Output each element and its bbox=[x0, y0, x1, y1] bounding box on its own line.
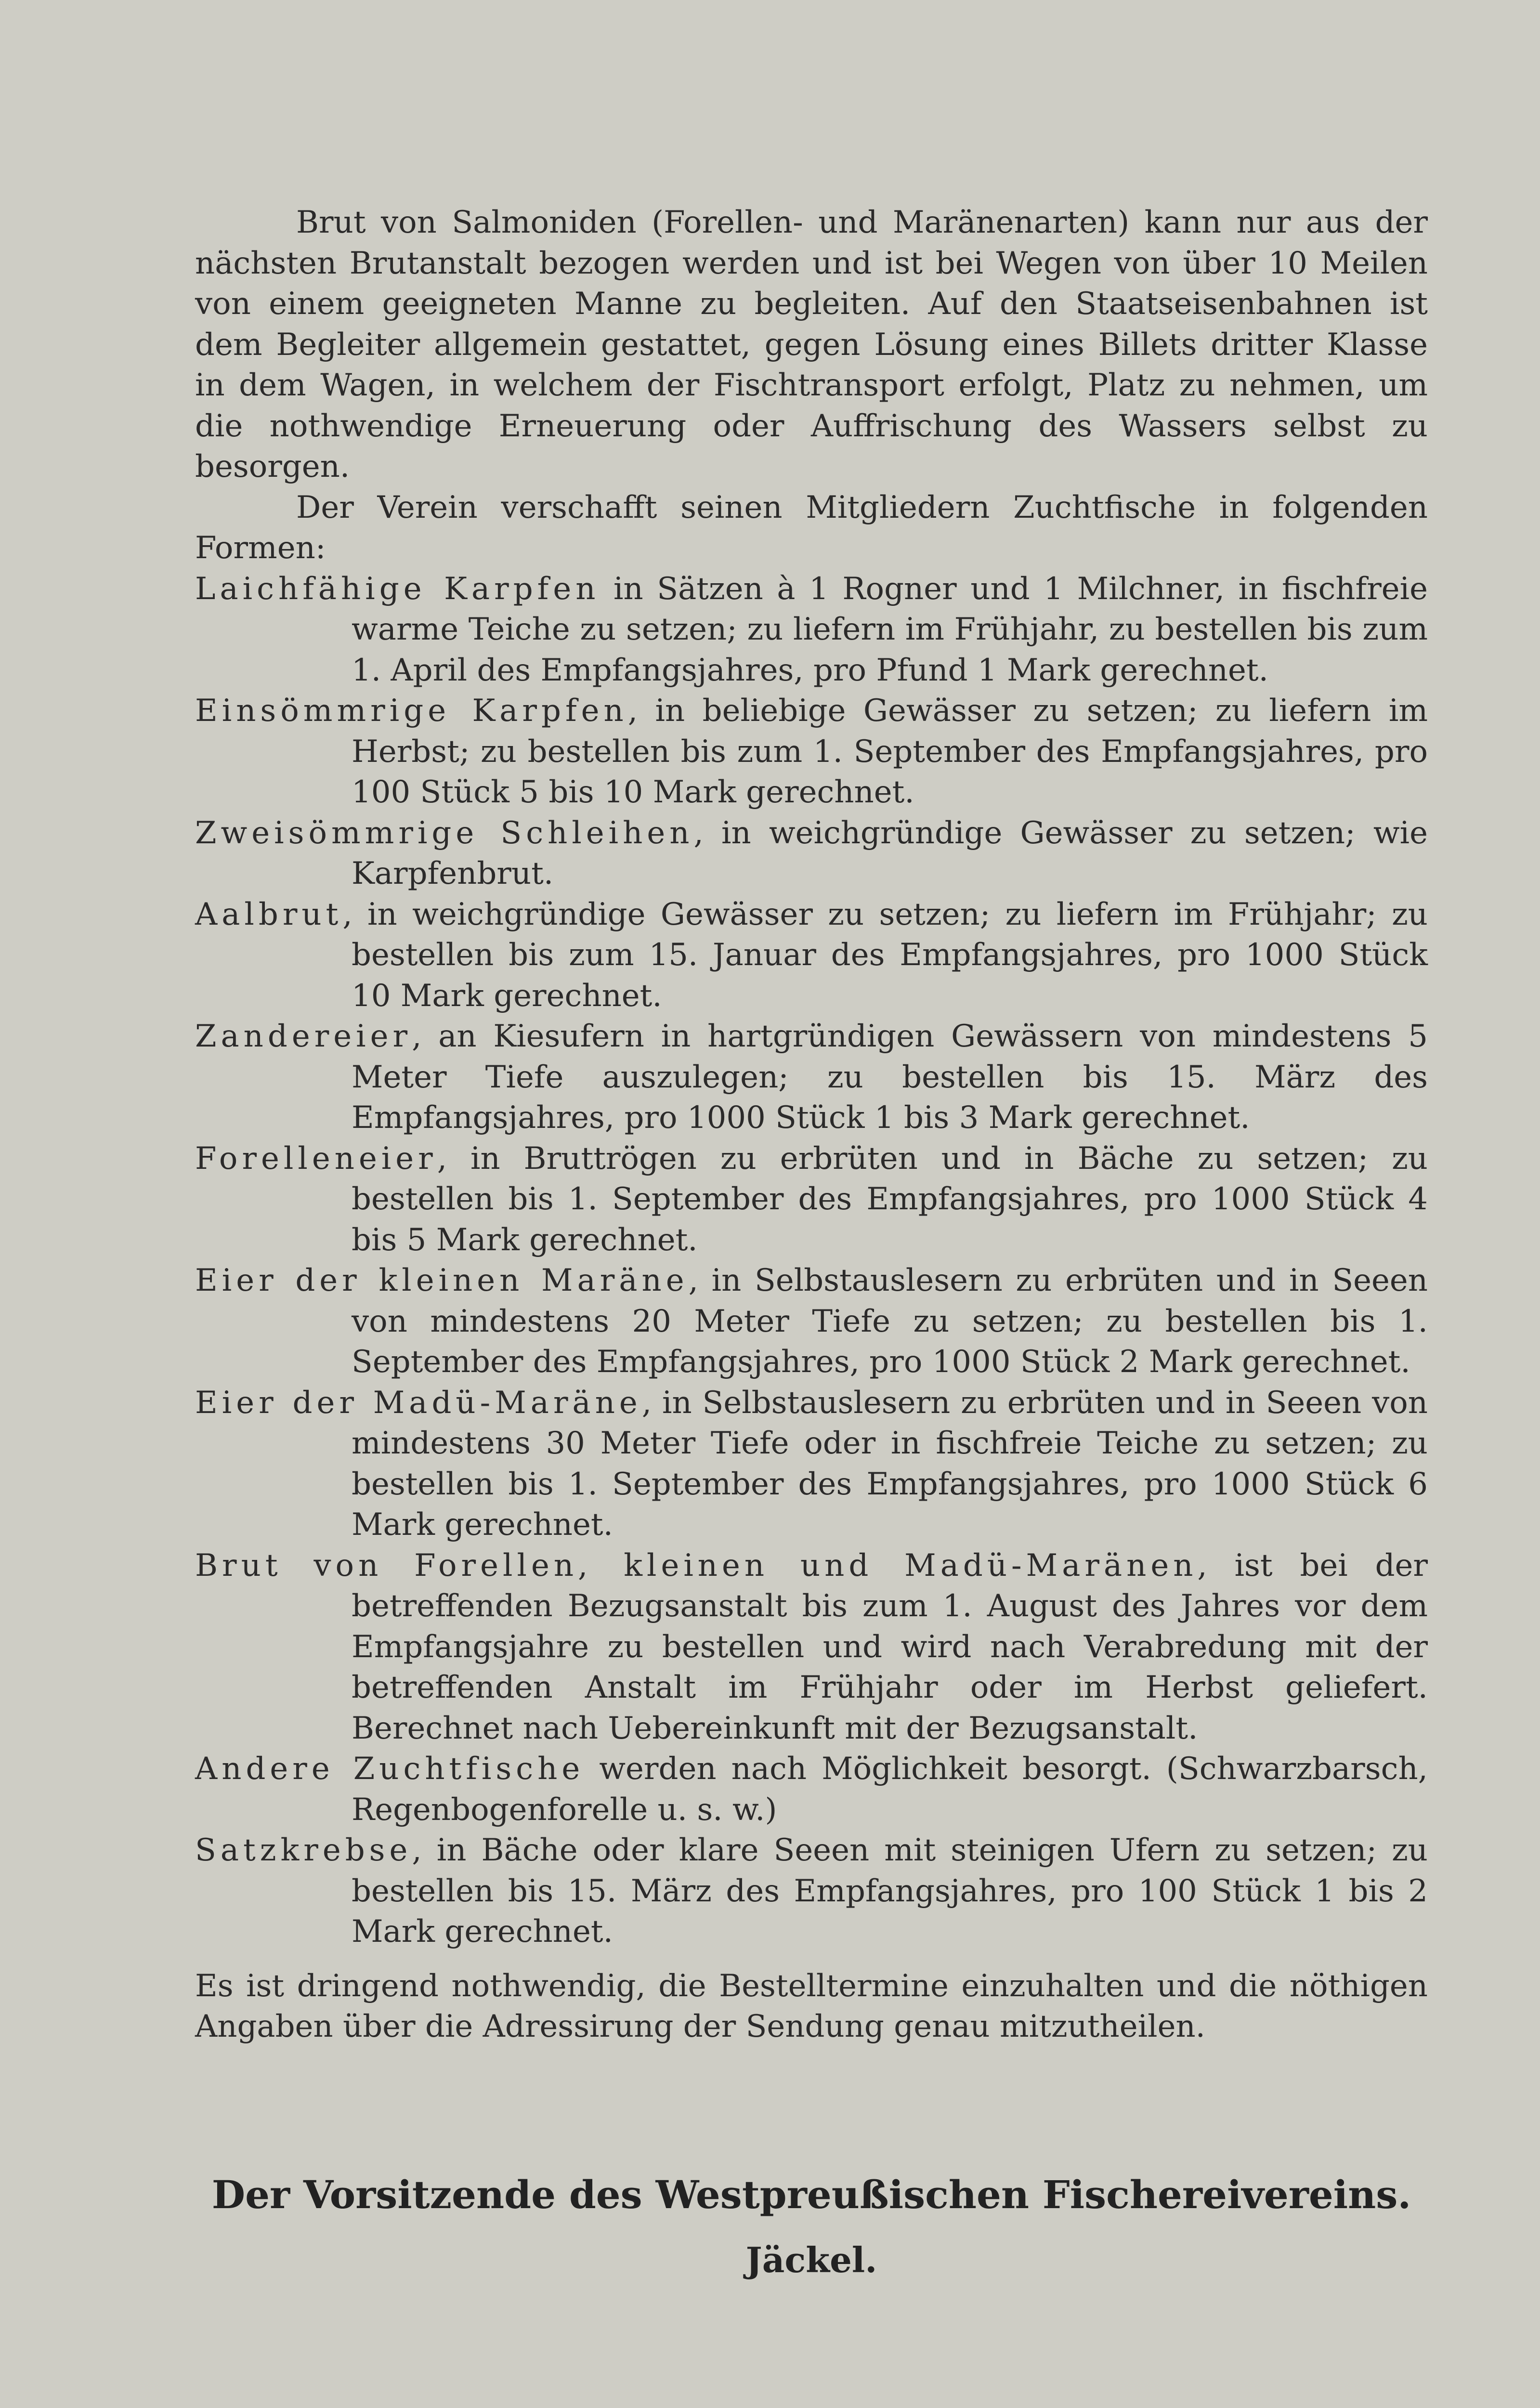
intro-paragraph-forms: Der Verein verschafft seinen Mitgliedern Zuchtfische in folgenden Formen: bbox=[195, 489, 1428, 566]
signature-line: Der Vorsitzende des Westpreußischen Fischereivereins. bbox=[211, 2172, 1411, 2217]
entry-text: , in Selbstauslesern zu erbrüten und in Seeen von mindestens 20 Meter Tiefe zu setzen; zu bestellen bis 1. September des Empfangsjahres, pro 1000 Stück 2 Mark gerechnet. bbox=[352, 1263, 1428, 1380]
entry-text: , in Selbstauslesern zu erbrüten und in Seeen von mindestens 30 Meter Tiefe oder in fischfreie Teiche zu setzen; zu bestellen bis 1. September des Empfangsjahres, pro 1000 Stück 6 Mark gerechnet. bbox=[352, 1385, 1428, 1543]
entry-text: , in beliebige Gewässer zu setzen; zu liefern im Herbst; zu bestellen bis zum 1. September des Empfangsjahres, pro 100 Stück 5 bis 10 Mark gerechnet. bbox=[352, 693, 1428, 810]
entry-text: , in Bäche oder klare Seeen mit steinigen Ufern zu setzen; zu bestellen bis 15. März des Empfangsjahres, pro 100 Stück 1 bis 2 Mark gerechnet. bbox=[352, 1832, 1428, 1950]
entry-text: werden nach Möglichkeit besorgt. (Schwarzbarsch, Regenbogenforelle u. s. w.) bbox=[352, 1751, 1428, 1828]
entry-heading: Eier der kleinen Maräne bbox=[195, 1263, 689, 1298]
list-item bbox=[195, 691, 1428, 813]
list-item bbox=[195, 1260, 1428, 1383]
list-item bbox=[195, 813, 1428, 894]
entry-heading: Satzkrebse bbox=[195, 1832, 412, 1868]
body-text bbox=[195, 202, 1428, 2047]
entry-text: , an Kiesufern in hartgründigen Gewässern von mindestens 5 Meter Tiefe auszulegen; zu bestellen bis 15. März des Empfangsjahres, pro 1000 Stück 1 bis 3 Mark gerechnet. bbox=[352, 1019, 1428, 1136]
signer-name: Jäckel. bbox=[745, 2239, 877, 2280]
entry-heading: Aalbrut bbox=[195, 896, 343, 932]
entry-heading: Einsömmrige Karpfen bbox=[195, 693, 628, 729]
entry-text: , in weichgründige Gewässer zu setzen; wie Karpfenbrut. bbox=[352, 815, 1428, 891]
list-item bbox=[195, 894, 1428, 1017]
intro-paragraph-transport: Brut von Salmoniden (Forellen- und Maränenarten) kann nur aus der nächsten Brutanstalt bezogen werden und ist bei Wegen von über 10 Meilen von einem geeigneten Manne zu begleiten. Auf den Staatseisenbahnen ist dem Begleiter allgemein gestattet, gegen Lösung eines Billets dritter Klasse in dem Wagen, in welchem der Fischtransport erfolgt, Platz zu nehmen, um die nothwendige Erneuerung oder Auffrischung des Wassers selbst zu besorgen. bbox=[195, 205, 1428, 484]
list-item bbox=[195, 1139, 1428, 1261]
entry-heading: Andere Zuchtfische bbox=[195, 1751, 585, 1787]
entry-heading: Laichfähige Karpfen bbox=[195, 571, 600, 607]
entry-text: , in weichgründige Gewässer zu setzen; zu liefern im Frühjahr; zu bestellen bis zum 15. Januar des Empfangsjahres, pro 1000 Stück 10 Mark gerechnet. bbox=[342, 896, 1428, 1014]
list-item bbox=[195, 1545, 1428, 1749]
entry-heading: Brut von Forellen, kleinen und Madü-Maränen bbox=[195, 1547, 1198, 1584]
closing-paragraph: Es ist dringend nothwendig, die Bestelltermine einzuhalten und die nöthigen Angaben über die Adressirung der Sendung genau mitzutheilen. bbox=[195, 1968, 1428, 2044]
list-item bbox=[195, 1016, 1428, 1139]
entry-heading: Zandereier bbox=[195, 1019, 412, 1054]
entry-heading: Eier der Madü-Maräne bbox=[195, 1385, 642, 1421]
list-item bbox=[195, 1383, 1428, 1545]
entry-heading: Forelleneier bbox=[195, 1140, 437, 1177]
list-item bbox=[195, 1749, 1428, 1830]
list-item bbox=[195, 1830, 1428, 1952]
entry-text: , ist bei der betreffenden Bezugsanstalt bis zum 1. August des Jahres vor dem Empfangsjahre zu bestellen und wird nach Verabredung mit der betreffenden Anstalt im Frühjahr oder im Herbst geliefert. Berechnet nach Uebereinkunft mit der Bezugsanstalt. bbox=[352, 1547, 1428, 1746]
entry-text: , in Bruttrögen zu erbrüten und in Bäche zu setzen; zu bestellen bis 1. September des Empfangsjahres, pro 1000 Stück 4 bis 5 Mark gerechnet. bbox=[352, 1140, 1428, 1258]
entry-heading: Zweisömmrige Schleihen bbox=[195, 815, 694, 851]
list-item bbox=[195, 569, 1428, 691]
entry-text: in Sätzen à 1 Rogner und 1 Milchner, in fischfreie warme Teiche zu setzen; zu liefern im Frühjahr, zu bestellen bis zum 1. April des Empfangsjahres, pro Pfund 1 Mark gerechnet. bbox=[352, 571, 1428, 688]
